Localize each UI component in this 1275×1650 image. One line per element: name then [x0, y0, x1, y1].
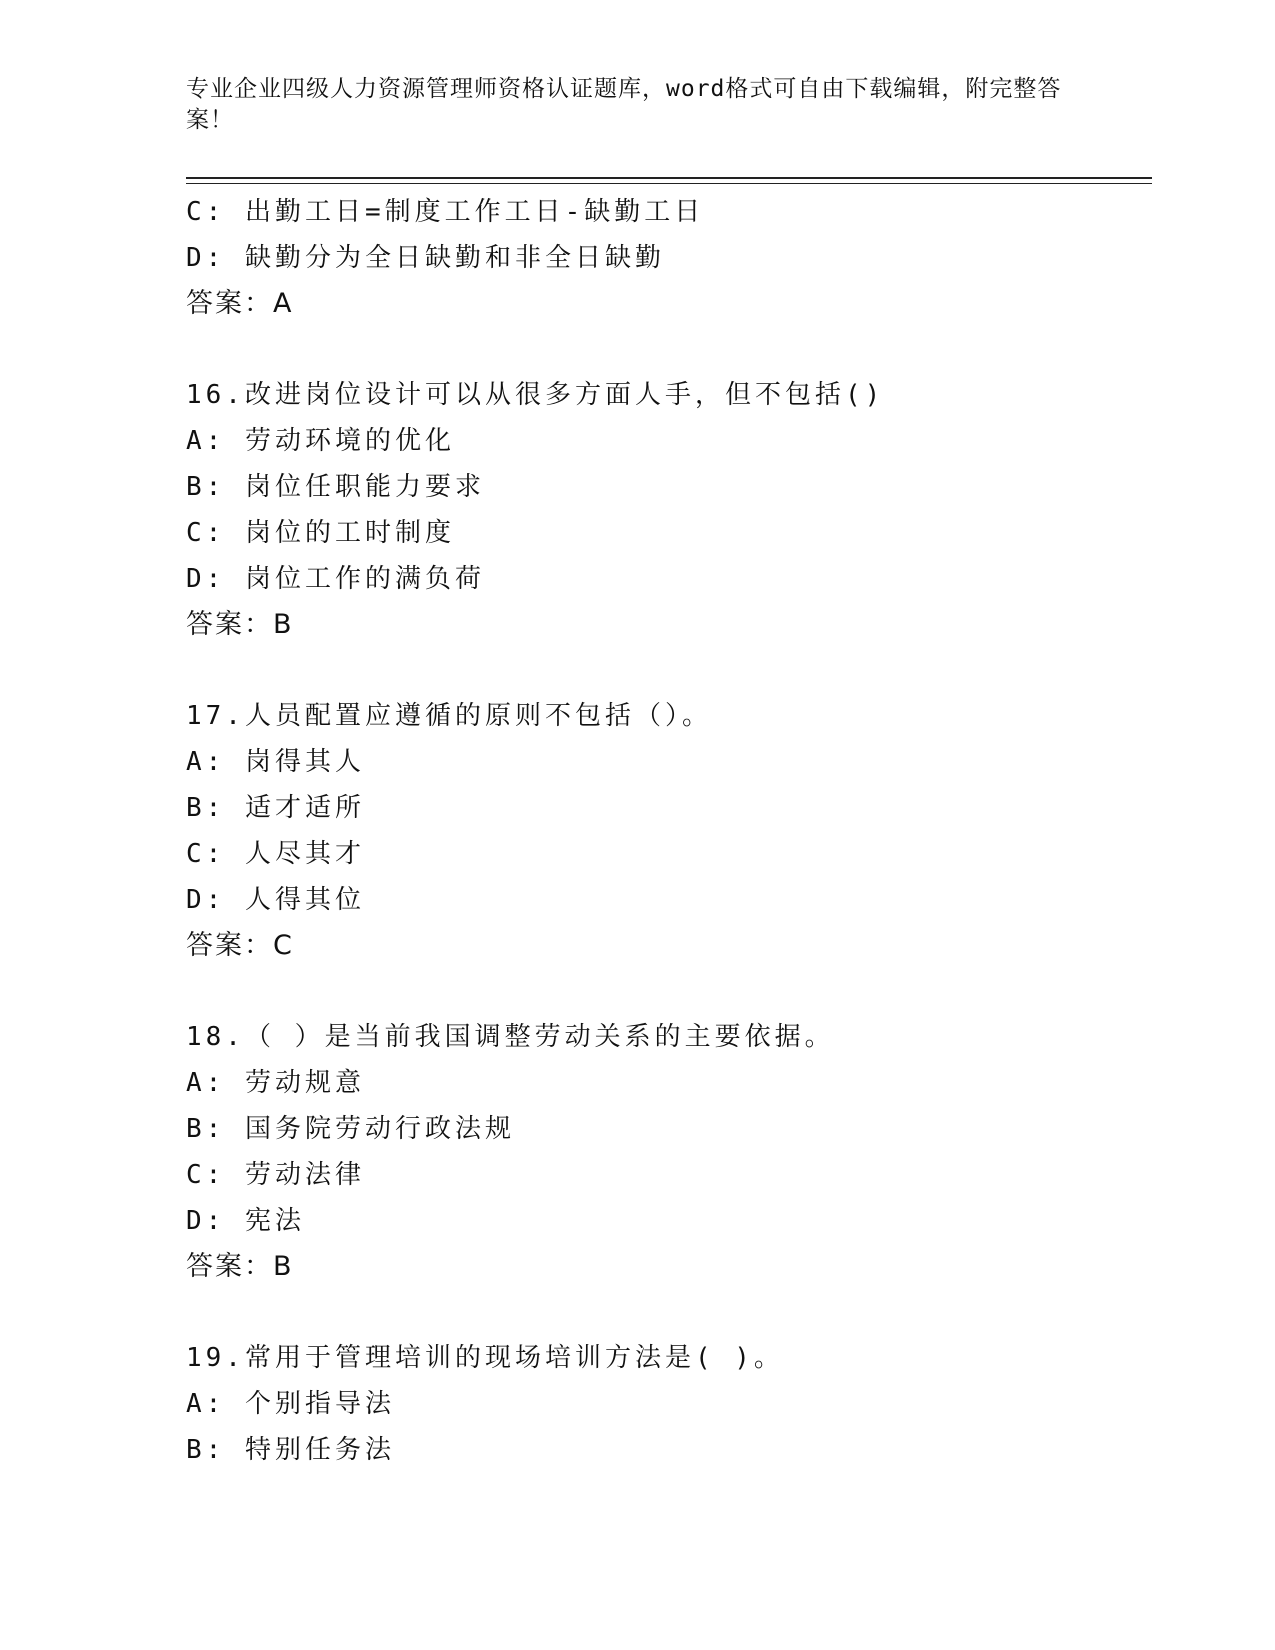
option-a: A: 劳动环境的优化 — [186, 426, 455, 456]
answer-line: 答案：A — [186, 288, 294, 319]
spacer — [186, 327, 1152, 372]
question-block-16 — [186, 372, 1152, 648]
option-a: A: 劳动规意 — [186, 1068, 365, 1098]
option-a: A: 个别指导法 — [186, 1389, 395, 1419]
question-block-18 — [186, 1014, 1152, 1290]
option-d: D: 岗位工作的满负荷 — [186, 564, 485, 594]
option-d: D: 宪法 — [186, 1206, 305, 1236]
answer-line: 答案：B — [186, 609, 294, 640]
option-c: C: 出勤工日=制度工作工日-缺勤工日 — [186, 197, 705, 227]
option-a: A: 岗得其人 — [186, 747, 365, 777]
option-c: C: 劳动法律 — [186, 1160, 365, 1190]
question-block-19 — [186, 1335, 1152, 1473]
option-c: C: 岗位的工时制度 — [186, 518, 455, 548]
header-divider-top — [186, 177, 1152, 179]
question-stem: 18.（ ）是当前我国调整劳动关系的主要依据。 — [186, 1022, 835, 1052]
question-stem: 17.人员配置应遵循的原则不包括（）。 — [186, 701, 712, 731]
answer-line: 答案：B — [186, 1251, 294, 1282]
answer-line: 答案：C — [186, 930, 294, 961]
option-b: B: 特别任务法 — [186, 1435, 395, 1465]
option-b: B: 适才适所 — [186, 793, 365, 823]
document-header: 专业企业四级人力资源管理师资格认证题库，word格式可自由下载编辑，附完整答案！ — [186, 76, 1062, 133]
option-c: C: 人尽其才 — [186, 839, 365, 869]
question-block-15 — [186, 189, 1152, 327]
question-stem: 19.常用于管理培训的现场培训方法是( )。 — [186, 1343, 784, 1373]
question-stem: 16.改进岗位设计可以从很多方面人手，但不包括() — [186, 380, 885, 410]
question-block-17 — [186, 693, 1152, 969]
spacer — [186, 969, 1152, 1014]
option-b: B: 岗位任职能力要求 — [186, 472, 485, 502]
spacer — [186, 1290, 1152, 1335]
option-d: D: 缺勤分为全日缺勤和非全日缺勤 — [186, 243, 665, 273]
header-divider-bottom — [186, 183, 1152, 184]
spacer — [186, 648, 1152, 693]
option-b: B: 国务院劳动行政法规 — [186, 1114, 515, 1144]
option-d: D: 人得其位 — [186, 885, 365, 915]
question-list — [186, 189, 1152, 1473]
